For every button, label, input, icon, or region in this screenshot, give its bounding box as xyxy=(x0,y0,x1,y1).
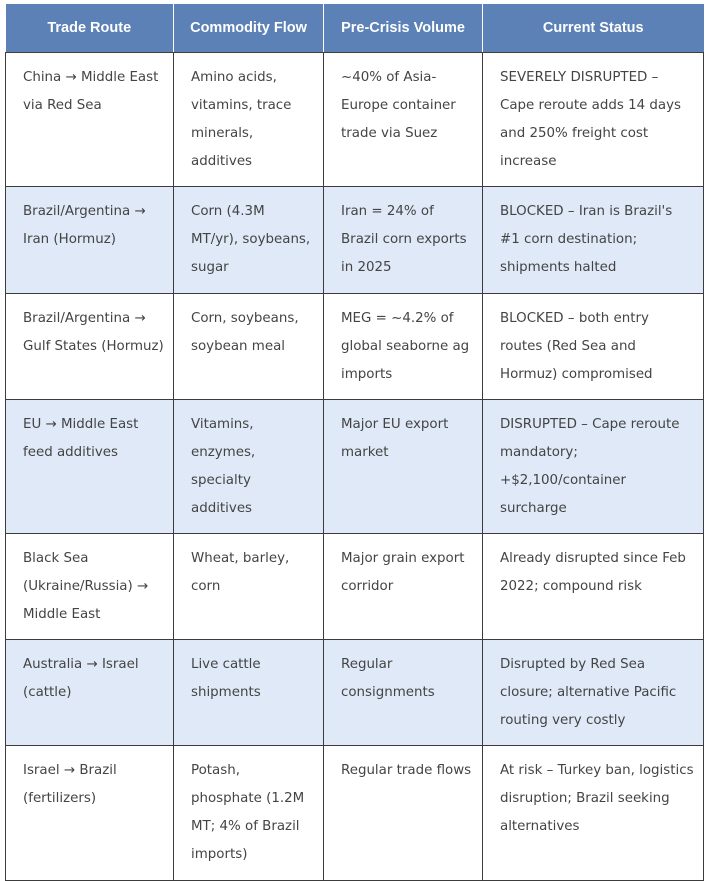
cell-trade-route: Australia → Israel (cattle) xyxy=(6,640,174,746)
cell-commodity-flow: Live cattle shipments xyxy=(174,640,324,746)
cell-pre-crisis-volume: Regular consignments xyxy=(324,640,483,746)
table-row xyxy=(6,400,704,534)
cell-current-status: SEVERELY DISRUPTED – Cape reroute adds 14 days and 250% freight cost increase xyxy=(483,53,704,187)
cell-commodity-flow: Corn, soybeans, soybean meal xyxy=(174,294,324,400)
cell-pre-crisis-volume: Major grain export corridor xyxy=(324,534,483,640)
cell-current-status: BLOCKED – both entry routes (Red Sea and Hormuz) compromised xyxy=(483,294,704,400)
cell-trade-route: China → Middle East via Red Sea xyxy=(6,53,174,187)
cell-commodity-flow: Wheat, barley, corn xyxy=(174,534,324,640)
cell-trade-route: Israel → Brazil (fertilizers) xyxy=(6,746,174,881)
trade-routes-table-container xyxy=(5,4,703,881)
cell-current-status: BLOCKED – Iran is Brazil's #1 corn destination; shipments halted xyxy=(483,187,704,294)
header-pre-crisis-volume: Pre-Crisis Volume xyxy=(324,4,483,53)
cell-commodity-flow: Potash, phosphate (1.2M MT; 4% of Brazil imports) xyxy=(174,746,324,881)
trade-routes-table xyxy=(5,4,704,881)
cell-commodity-flow: Vitamins, enzymes, specialty additives xyxy=(174,400,324,534)
cell-commodity-flow: Amino acids, vitamins, trace minerals, additives xyxy=(174,53,324,187)
cell-current-status: Already disrupted since Feb 2022; compound risk xyxy=(483,534,704,640)
cell-trade-route: Brazil/Argentina → Iran (Hormuz) xyxy=(6,187,174,294)
header-trade-route: Trade Route xyxy=(6,4,174,53)
table-row xyxy=(6,294,704,400)
cell-pre-crisis-volume: Regular trade flows xyxy=(324,746,483,881)
cell-pre-crisis-volume: ~40% of Asia-Europe container trade via Suez xyxy=(324,53,483,187)
table-row xyxy=(6,746,704,881)
header-current-status: Current Status xyxy=(483,4,704,53)
cell-trade-route: Black Sea (Ukraine/Russia) → Middle East xyxy=(6,534,174,640)
cell-pre-crisis-volume: MEG = ~4.2% of global seaborne ag imports xyxy=(324,294,483,400)
table-row xyxy=(6,640,704,746)
cell-current-status: At risk – Turkey ban, logistics disruption; Brazil seeking alternatives xyxy=(483,746,704,881)
cell-trade-route: EU → Middle East feed additives xyxy=(6,400,174,534)
cell-pre-crisis-volume: Major EU export market xyxy=(324,400,483,534)
cell-trade-route: Brazil/Argentina → Gulf States (Hormuz) xyxy=(6,294,174,400)
cell-pre-crisis-volume: Iran = 24% of Brazil corn exports in 2025 xyxy=(324,187,483,294)
table-row xyxy=(6,534,704,640)
table-row xyxy=(6,187,704,294)
cell-current-status: DISRUPTED – Cape reroute mandatory; +$2,100/container surcharge xyxy=(483,400,704,534)
cell-commodity-flow: Corn (4.3M MT/yr), soybeans, sugar xyxy=(174,187,324,294)
header-commodity-flow: Commodity Flow xyxy=(174,4,324,53)
cell-current-status: Disrupted by Red Sea closure; alternative Pacific routing very costly xyxy=(483,640,704,746)
table-header-row xyxy=(6,4,704,53)
table-row xyxy=(6,53,704,187)
